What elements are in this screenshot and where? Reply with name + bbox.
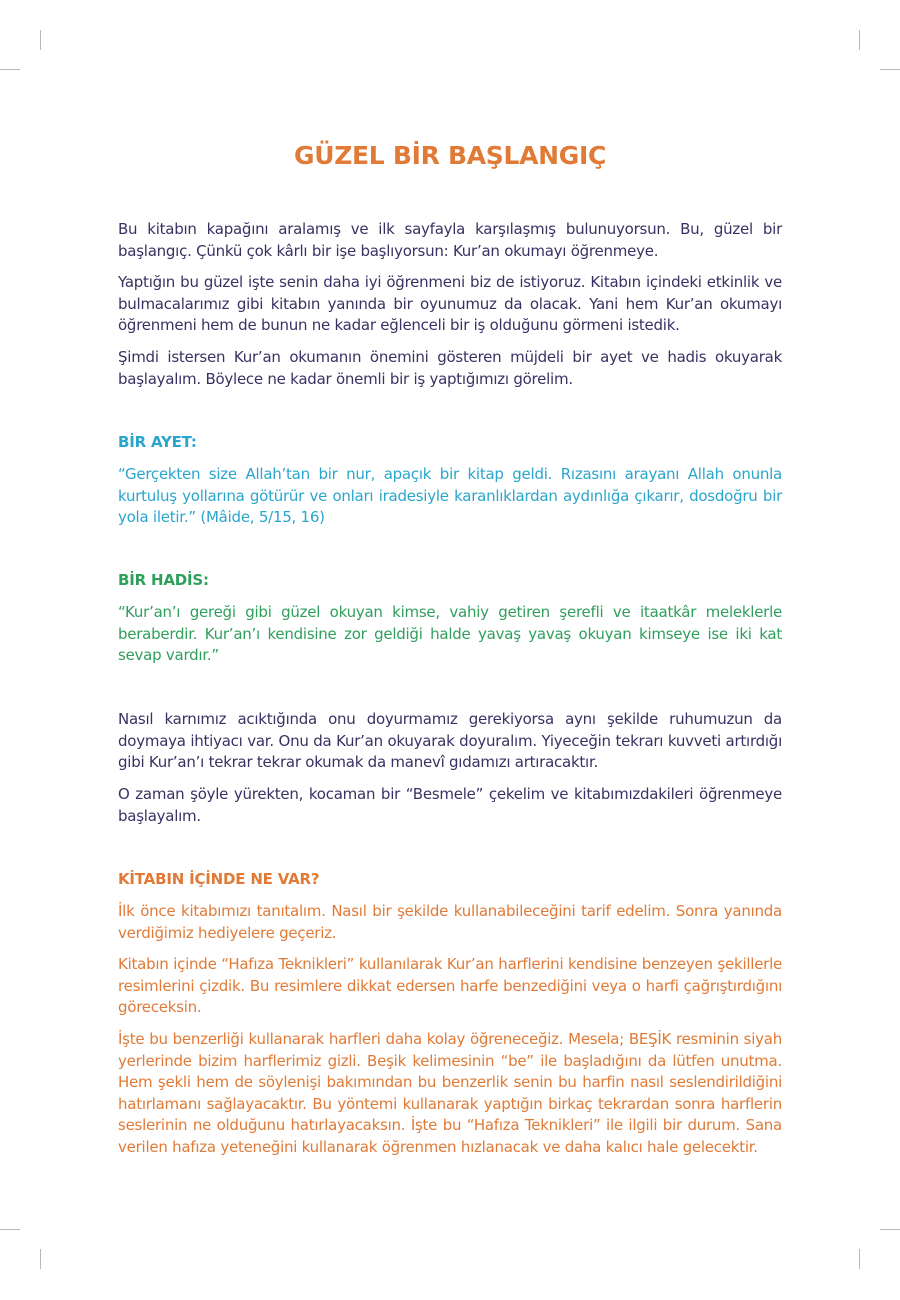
ayet-section	[118, 432, 782, 453]
intro-paragraph: Bu kitabın kapağını aralamış ve ilk sayfayla karşılaşmış bulunuyorsun. Bu, güzel bir başlangıç. Çünkü çok kârlı bir işe başlıyorsun: Kur’an okumayı öğrenmeye.	[118, 220, 782, 260]
intro-section	[118, 219, 782, 262]
crop-mark	[40, 30, 41, 50]
crop-mark	[859, 1249, 860, 1269]
middle-section	[118, 709, 782, 774]
kitap-section	[118, 869, 782, 890]
kitap-paragraph: Kitabın içinde “Hafıza Teknikleri” kullanılarak Kur’an harflerini kendisine benzeyen şekillerle resimlerini çizdik. Bu resimlere dikkat edersen harfe benzediğini veya o harfi çağrıştırdığını göreceksin.	[118, 955, 782, 1016]
intro-paragraph: Yaptığın bu güzel işte senin daha iyi öğrenmeni biz de istiyoruz. Kitabın içindeki etkinlik ve bulmacalarımız gibi kitabın yanında bir oyunumuz da olacak. Yani hem Kur’an okumayı öğrenmeni hem de bunun ne kadar eğlenceli bir iş olduğunu görmeni istedik.	[118, 273, 782, 334]
intro-section	[118, 272, 782, 337]
kitap-paragraph: İlk önce kitabımızı tanıtalım. Nasıl bir şekilde kullanabileceğini tarif edelim. Sonra yanında verdiğimiz hediyelere geçeriz.	[118, 902, 782, 942]
crop-mark	[880, 69, 900, 70]
crop-mark	[0, 69, 20, 70]
hadis-section	[118, 602, 782, 667]
page-title: GÜZEL BİR BAŞLANGIÇ	[293, 141, 607, 170]
middle-section	[118, 784, 782, 827]
ayet-heading: BİR AYET:	[118, 433, 197, 451]
kitap-section	[118, 954, 782, 1019]
ayet-section	[118, 464, 782, 529]
ayet-text: “Gerçekten size Allah’tan bir nur, apaçık bir kitap geldi. Rızasını arayanı Allah onunla kurtuluş yollarına götürür ve onları iradesiyle karanlıklardan aydınlığa çıkarır, dosdoğru bir yola iletir.” (Mâide, 5/15, 16)	[118, 465, 782, 526]
crop-mark	[0, 1229, 20, 1230]
middle-paragraph: O zaman şöyle yürekten, kocaman bir “Besmele” çekelim ve kitabımızdakileri öğrenmeye başlayalım.	[118, 785, 782, 825]
hadis-text: “Kur’an’ı gereği gibi güzel okuyan kimse, vahiy getiren şerefli ve itaatkâr meleklerle beraberdir. Kur’an’ı kendisine zor geldiği halde yavaş yavaş okuyan kimseye ise iki kat sevap vardır.”	[118, 603, 782, 664]
crop-mark	[859, 30, 860, 50]
intro-paragraph: Şimdi istersen Kur’an okumanın önemini gösteren müjdeli bir ayet ve hadis okuyarak başlayalım. Böylece ne kadar önemli bir iş yaptığımızı görelim.	[118, 348, 782, 388]
crop-mark	[880, 1229, 900, 1230]
intro-section	[118, 347, 782, 390]
kitap-section	[118, 901, 782, 944]
kitap-paragraph: İşte bu benzerliği kullanarak harfleri daha kolay öğreneceğiz. Mesela; BEŞİK resminin siyah yerlerinde bizim harflerimiz gizli. Beşik kelimesinin “be” ile başladığını da lütfen unutma. Hem şekli hem de söylenişi bakımından bu benzerlik senin bu harfin nasıl seslendirildiğini hatırlamanı sağlayacaktır. Bu yöntemi kullanarak yaptığın birkaç tekrardan sonra harflerin seslerinin ne olduğunu hatırlayacaksın. İşte bu “Hafıza Teknikleri” ile ilgili bir durum. Sana verilen hafıza yeteneğini kullanarak öğrenmen hızlanacak ve daha kalıcı hale gelecektir.	[118, 1030, 782, 1156]
crop-mark	[40, 1249, 41, 1269]
kitap-heading: KİTABIN İÇİNDE NE VAR?	[118, 870, 320, 888]
hadis-section	[118, 570, 782, 591]
hadis-heading: BİR HADİS:	[118, 571, 209, 589]
kitap-section	[118, 1029, 782, 1158]
middle-paragraph: Nasıl karnımız acıktığında onu doyurmamız gerekiyorsa aynı şekilde ruhumuzun da doymaya ihtiyacı var. Onu da Kur’an okuyarak doyuralım. Yiyeceğin tekrarı kuvveti artırdığı gibi Kur’an’ı tekrar tekrar okumak da manevî gıdamızı artıracaktır.	[118, 710, 782, 771]
